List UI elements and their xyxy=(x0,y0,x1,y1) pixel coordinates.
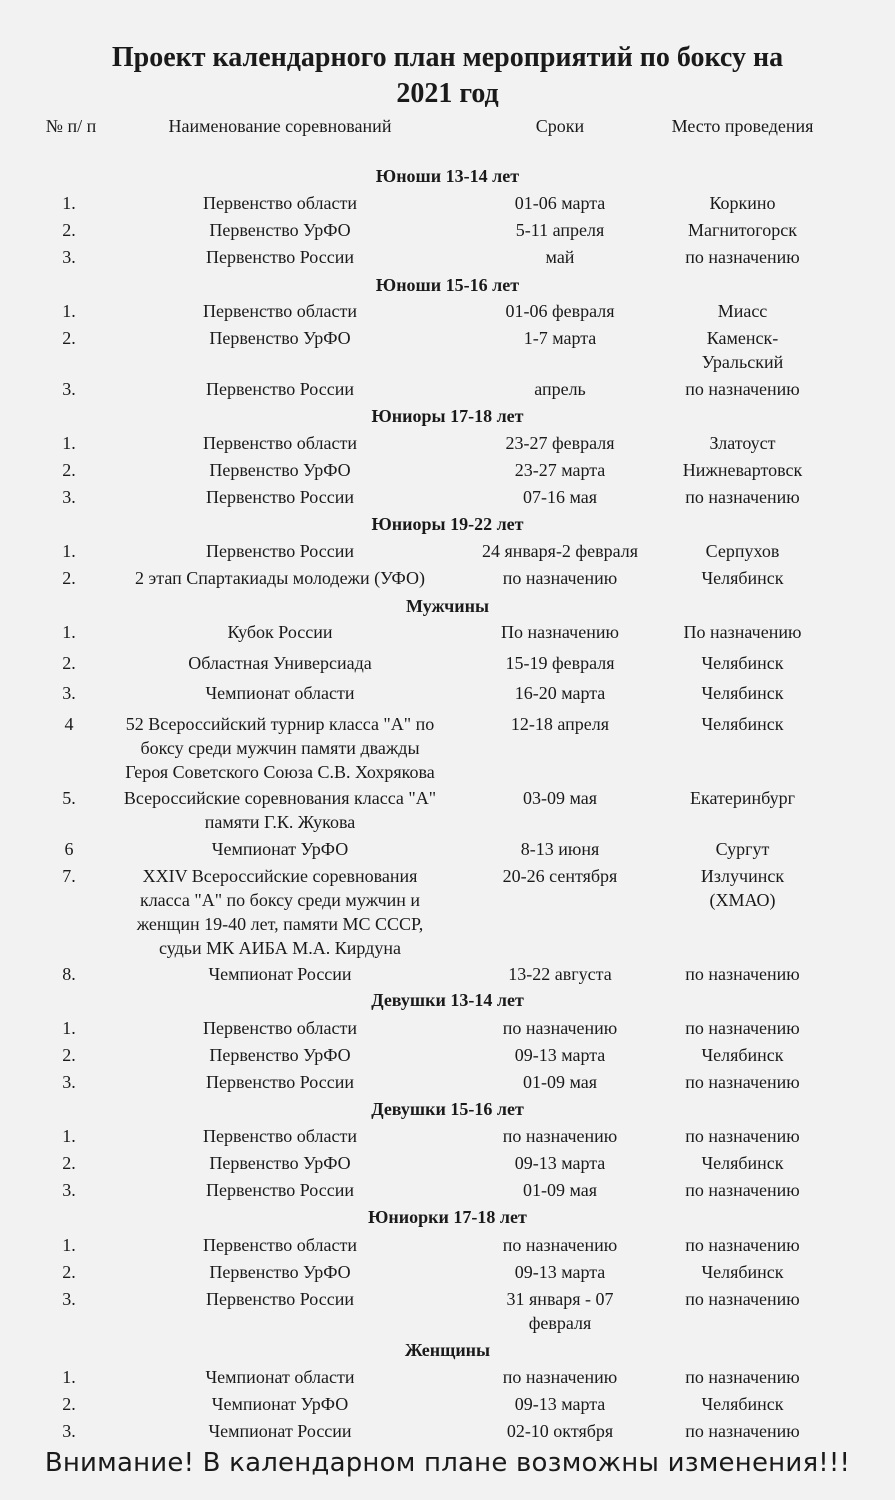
row-place: Челябинск xyxy=(701,683,784,703)
row-name: 52 Всероссийский турнир класса "А" по боксу среди мужчин памяти дважды Героя Советского Союза С.В. Хохрякова xyxy=(125,714,435,782)
row-name: Первенство УрФО xyxy=(209,460,351,480)
section-title: Девушки 15-16 лет xyxy=(371,1099,524,1119)
row-dates: апрель xyxy=(534,379,586,399)
row-num: 2. xyxy=(62,1394,76,1414)
row-dates: 03-09 мая xyxy=(522,788,598,808)
row-dates: 31 января - 07 февраля xyxy=(506,1289,614,1333)
row-num: 1. xyxy=(62,1235,76,1255)
row-dates: 09-13 марта xyxy=(514,1394,606,1414)
row-place: по назначению xyxy=(685,964,800,984)
row-place: по назначению xyxy=(685,1126,800,1146)
row-num: 3. xyxy=(62,683,76,703)
row-place: по назначению xyxy=(685,1018,800,1038)
row-num: 3. xyxy=(62,1421,76,1441)
row-num: 2. xyxy=(62,1045,76,1065)
row-dates: по назначению xyxy=(502,1126,618,1146)
row-dates: 8-13 июня xyxy=(520,839,600,859)
row-num: 1. xyxy=(62,301,76,321)
row-place: по назначению xyxy=(685,487,800,507)
section-title: Девушки 13-14 лет xyxy=(371,990,524,1010)
footer-notice: Внимание! В календарном плане возможны изменения!!! xyxy=(44,1448,851,1478)
row-name: Чемпионат УрФО xyxy=(211,839,349,859)
row-num: 3. xyxy=(62,247,76,267)
row-place: Челябинск xyxy=(701,1394,784,1414)
row-name: Первенство УрФО xyxy=(209,1262,351,1282)
row-place: Челябинск xyxy=(701,1045,784,1065)
row-dates: по назначению xyxy=(502,1235,618,1255)
row-num: 1. xyxy=(62,1367,76,1387)
table-header xyxy=(0,114,895,164)
row-dates: 16-20 марта xyxy=(514,683,606,703)
row-place: Челябинск xyxy=(701,1153,784,1173)
row-name: XXIV Всероссийские соревнования класса "А" по боксу среди мужчин и женщин 19-40 лет, памяти МС СССР, судьи МК АИБА М.А. Кирдуна xyxy=(136,866,424,958)
row-place: по назначению xyxy=(685,1289,800,1309)
row-dates: 12-18 апреля xyxy=(510,714,610,734)
row-num: 2. xyxy=(62,568,76,588)
row-name: Первенство России xyxy=(206,247,354,267)
row-place: Сургут xyxy=(715,839,770,859)
row-num: 1. xyxy=(62,433,76,453)
row-place: По назначению xyxy=(683,622,802,642)
row-name: Областная Универсиада xyxy=(188,653,372,673)
row-name: Чемпионат области xyxy=(205,1367,355,1387)
row-num: 3. xyxy=(62,1180,76,1200)
row-dates: 01-09 мая xyxy=(522,1180,598,1200)
document-title xyxy=(0,40,895,112)
row-place: по назначению xyxy=(685,1421,800,1441)
row-place: Челябинск xyxy=(701,1262,784,1282)
row-name: Первенство России xyxy=(206,487,354,507)
row-dates: По назначению xyxy=(501,622,619,642)
row-name: Первенство России xyxy=(206,379,354,399)
row-num: 3. xyxy=(62,379,76,399)
row-num: 2. xyxy=(62,653,76,673)
row-place: по назначению xyxy=(685,379,800,399)
section-title: Юниоры 17-18 лет xyxy=(371,406,524,426)
row-name: Всероссийские соревнования класса "А" памяти Г.К. Жукова xyxy=(123,788,437,832)
header-name: Наименование соревнований xyxy=(168,116,392,136)
row-place: Нижневартовск xyxy=(682,460,803,480)
row-name: 2 этап Спартакиады молодежи (УФО) xyxy=(135,568,425,588)
section-title: Мужчины xyxy=(405,596,490,616)
row-dates: 09-13 марта xyxy=(514,1045,606,1065)
header-dates: Сроки xyxy=(535,116,585,136)
row-place: по назначению xyxy=(685,1235,800,1255)
row-name: Чемпионат области xyxy=(205,683,355,703)
row-place: по назначению xyxy=(685,1367,800,1387)
row-place: по назначению xyxy=(685,1180,800,1200)
row-place: по назначению xyxy=(685,1072,800,1092)
row-dates: 13-22 августа xyxy=(508,964,612,984)
row-name: Чемпионат УрФО xyxy=(211,1394,349,1414)
row-name: Первенство области xyxy=(203,1126,357,1146)
row-dates: 20-26 сентября xyxy=(502,866,618,886)
row-dates: 01-06 февраля xyxy=(505,301,615,321)
row-num: 1. xyxy=(62,541,76,561)
section-title: Юноши 13-14 лет xyxy=(375,166,520,186)
row-num: 4 xyxy=(64,714,74,734)
row-dates: 23-27 февраля xyxy=(505,433,615,453)
section-title: Женщины xyxy=(404,1340,491,1360)
row-num: 1. xyxy=(62,193,76,213)
row-place: Челябинск xyxy=(701,653,784,673)
row-name: Первенство УрФО xyxy=(209,1153,351,1173)
row-name: Первенство УрФО xyxy=(209,328,351,348)
row-dates: 15-19 февраля xyxy=(505,653,615,673)
row-name: Первенство России xyxy=(206,1072,354,1092)
row-place: Екатеринбург xyxy=(690,788,795,808)
title-line-1: Проект календарного план мероприятий по боксу на xyxy=(111,42,784,73)
row-place: Миасс xyxy=(717,301,768,321)
row-num: 6 xyxy=(64,839,74,859)
row-num: 5. xyxy=(62,788,76,808)
row-num: 2. xyxy=(62,1153,76,1173)
row-dates: 02-10 октября xyxy=(506,1421,614,1441)
row-place: Излучинск (ХМАО) xyxy=(700,866,785,910)
row-num: 2. xyxy=(62,1262,76,1282)
header-place: Место проведения xyxy=(671,116,814,136)
row-num: 2. xyxy=(62,220,76,240)
title-line-2: 2021 год xyxy=(396,78,499,109)
header-num: № п/ п xyxy=(45,116,97,136)
row-dates: 09-13 марта xyxy=(514,1153,606,1173)
row-name: Первенство области xyxy=(203,1235,357,1255)
row-num: 1. xyxy=(62,622,76,642)
row-place: Челябинск xyxy=(701,714,784,734)
row-name: Чемпионат России xyxy=(208,1421,352,1441)
row-num: 2. xyxy=(62,460,76,480)
section-title: Юниорки 17-18 лет xyxy=(368,1207,527,1227)
row-num: 7. xyxy=(62,866,76,886)
row-dates: по назначению xyxy=(502,1018,618,1038)
row-dates: 01-06 марта xyxy=(514,193,606,213)
row-name: Чемпионат России xyxy=(208,964,352,984)
section-title: Юноши 15-16 лет xyxy=(375,275,520,295)
row-place: Коркино xyxy=(709,193,776,213)
row-name: Первенство области xyxy=(203,301,357,321)
row-dates: 23-27 марта xyxy=(514,460,606,480)
row-num: 3. xyxy=(62,1072,76,1092)
row-place: Каменск- Уральский xyxy=(701,328,784,372)
row-name: Первенство УрФО xyxy=(209,220,351,240)
row-name: Первенство УрФО xyxy=(209,1045,351,1065)
row-name: Первенство России xyxy=(206,1289,354,1309)
row-place: Серпухов xyxy=(705,541,780,561)
row-dates: по назначению xyxy=(502,1367,618,1387)
row-dates: 1-7 марта xyxy=(523,328,597,348)
row-dates: 07-16 мая xyxy=(522,487,598,507)
row-dates: 09-13 марта xyxy=(514,1262,606,1282)
row-name: Первенство России xyxy=(206,1180,354,1200)
row-num: 1. xyxy=(62,1018,76,1038)
row-place: Челябинск xyxy=(701,568,784,588)
row-dates: 01-09 мая xyxy=(522,1072,598,1092)
row-dates: 5-11 апреля xyxy=(515,220,605,240)
row-name: Первенство России xyxy=(206,541,354,561)
row-name: Первенство области xyxy=(203,1018,357,1038)
row-name: Первенство области xyxy=(203,433,357,453)
row-dates: май xyxy=(545,247,575,267)
row-num: 1. xyxy=(62,1126,76,1146)
row-place: Златоуст xyxy=(709,433,776,453)
row-dates: 24 января-2 февраля xyxy=(482,541,638,561)
row-dates: по назначению xyxy=(502,568,618,588)
row-place: по назначению xyxy=(685,247,800,267)
row-num: 3. xyxy=(62,1289,76,1309)
section-title: Юниоры 19-22 лет xyxy=(371,514,524,534)
row-name: Кубок России xyxy=(227,622,333,642)
row-name: Первенство области xyxy=(203,193,357,213)
row-num: 2. xyxy=(62,328,76,348)
row-num: 8. xyxy=(62,964,76,984)
row-place: Магнитогорск xyxy=(688,220,797,240)
row-num: 3. xyxy=(62,487,76,507)
